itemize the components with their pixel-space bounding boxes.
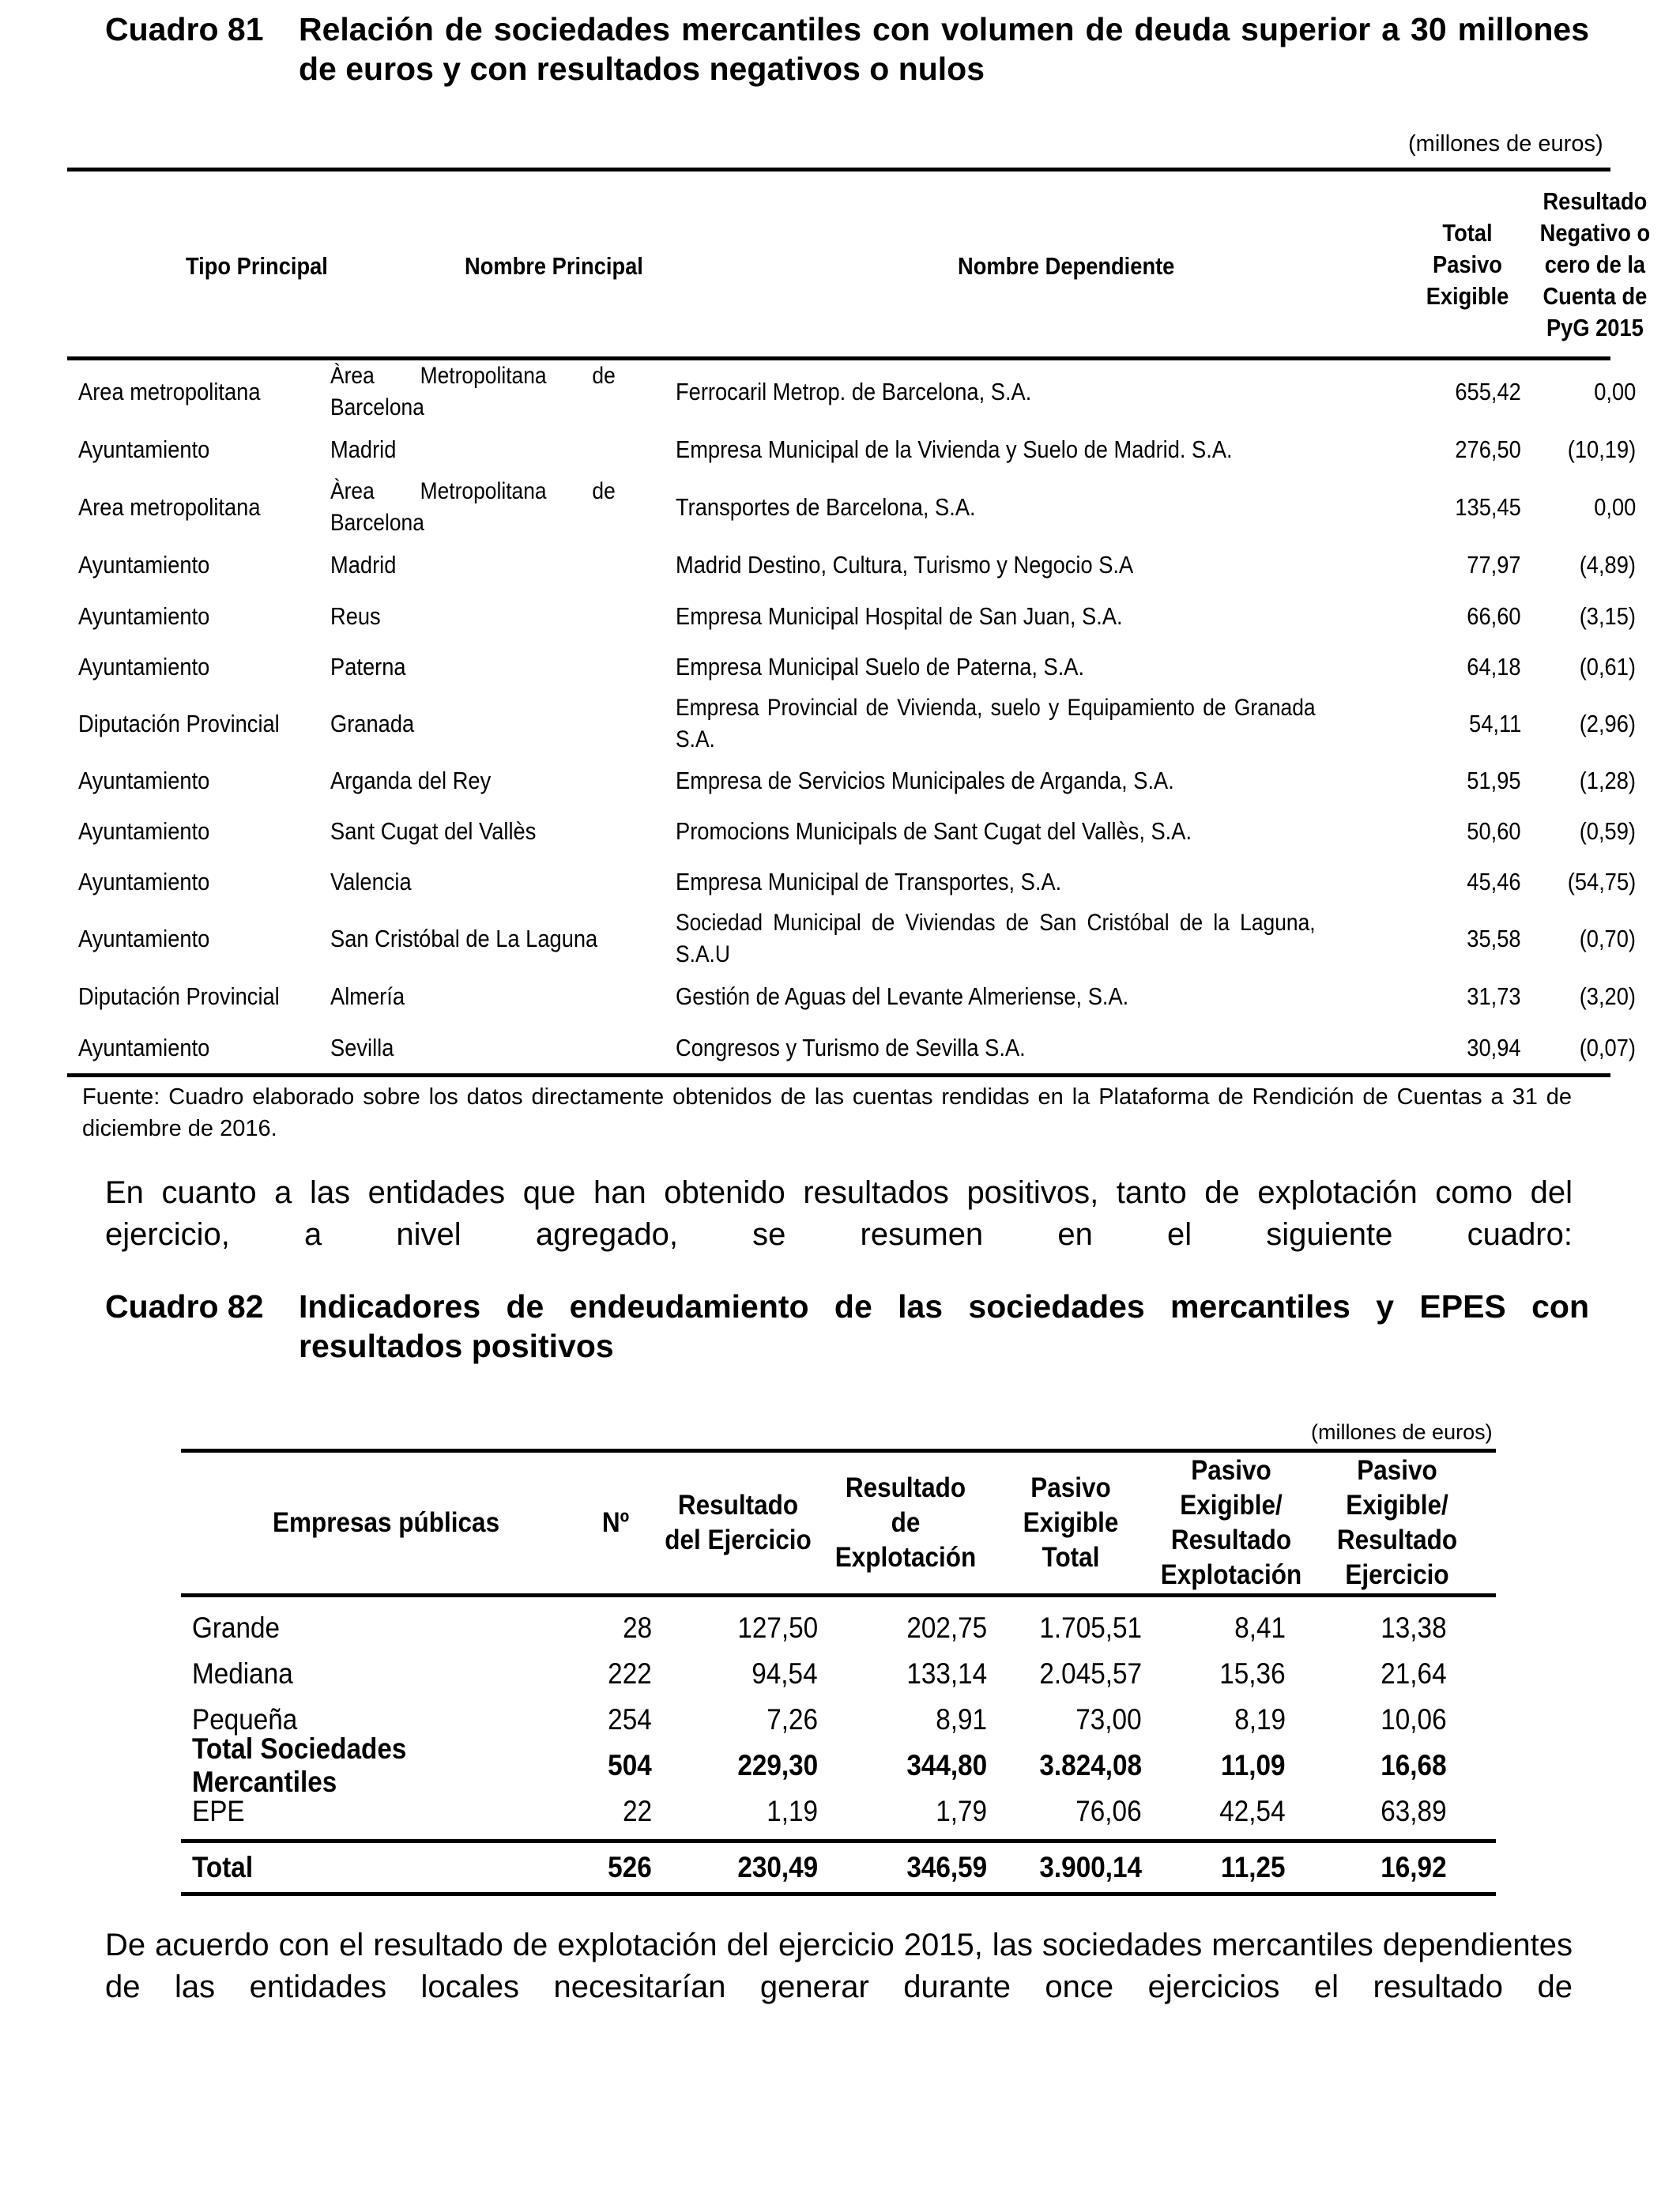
cell-nombre-dependiente: Promocions Municipals de Sant Cugat del Vallès, S.A. [676,817,1192,845]
cell-empresas: Mediana [192,1657,293,1690]
cell-resultado-explotacion: 202,75 [906,1612,987,1644]
header-ratio-explotacion: Pasivo Exigible/ Resultado Explotación [1160,1455,1302,1590]
cell-resultado: (3,15) [1579,602,1636,630]
cell-tipo-principal: Ayuntamiento [78,653,210,680]
cuadro-82-units: (millones de euros) [1311,1420,1493,1444]
table-row [67,360,1636,424]
cuadro-81-number: Cuadro 81 [105,11,264,47]
table-row [67,692,1636,756]
cell-tipo-principal: Ayuntamiento [78,868,210,895]
cell-ratio-explotacion: 8,41 [1234,1612,1286,1644]
header-resultado-negativo: Resultado Negativo o cero de la Cuenta de PyG 2015 [1539,187,1651,341]
table-row [67,642,1636,692]
cell-resultado-ejercicio: 94,54 [751,1657,818,1690]
cell-total-pasivo: 51,95 [1467,767,1521,794]
table-row [67,591,1636,642]
cell-nombre-principal: Madrid [330,435,397,463]
cell-nombre-dependiente: Empresa Municipal de la Vivienda y Suelo de Madrid. S.A. [676,435,1233,463]
cell-total-pasivo: 66,60 [1467,602,1521,630]
cell-n: 254 [608,1703,652,1736]
cell-resultado: (0,07) [1579,1034,1636,1061]
cell-nombre-dependiente: Empresa Provincial de Vivienda, suelo y Equipamiento de Granada S.A. [676,695,1316,752]
cell-tipo-principal: Ayuntamiento [78,767,210,794]
table-row [67,539,1636,591]
cell-empresas: Total Sociedades Mercantiles [192,1732,407,1798]
cell-total-pasivo: 30,94 [1467,1034,1521,1061]
cell-resultado-explotacion: 133,14 [906,1657,987,1690]
cell-total-pasivo: 35,58 [1467,925,1521,952]
cell-nombre-principal: San Cristóbal de La Laguna [330,925,598,952]
cell-total-pasivo: 31,73 [1467,982,1521,1010]
cell-ratio-ejercicio: 21,64 [1381,1657,1447,1690]
cell-resultado-ejercicio: 230,49 [737,1851,818,1883]
cell-ratio-ejercicio: 10,06 [1381,1703,1447,1736]
cell-total-pasivo: 77,97 [1467,551,1521,579]
cell-ratio-ejercicio: 63,89 [1381,1795,1447,1827]
cell-nombre-principal: Madrid [330,551,397,579]
cell-resultado-ejercicio: 1,19 [767,1795,818,1827]
cell-ratio-explotacion: 15,36 [1219,1657,1286,1690]
paragraph-1: En cuanto a las entidades que han obtenido resultados positivos, tanto de explotación como del ejercicio, a nivel agregado, se resumen en el siguiente cuadro: [105,1175,1573,1252]
cell-ratio-explotacion: 42,54 [1219,1795,1286,1827]
cell-resultado: (54,75) [1567,868,1636,895]
cell-n: 526 [608,1851,652,1883]
cell-n: 28 [622,1612,652,1644]
cell-ratio-explotacion: 11,25 [1221,1851,1286,1883]
cell-total-pasivo: 54,11 [1468,710,1521,737]
cell-tipo-principal: Diputación Provincial [78,982,280,1010]
header-n: Nº [601,1507,630,1538]
cell-nombre-dependiente: Ferrocaril Metrop. de Barcelona, S.A. [676,378,1032,405]
cell-resultado: (4,89) [1579,551,1636,579]
cell-total-pasivo: 276,50 [1455,435,1521,463]
cell-tipo-principal: Ayuntamiento [78,435,210,463]
cell-ratio-ejercicio: 13,38 [1381,1612,1447,1644]
table-row [67,756,1636,806]
cuadro-81-title: Relación de sociedades mercantiles con volumen de deuda superior a 30 millones de euros y con resultados negativos o nulos [299,11,1589,87]
header-ratio-ejercicio: Pasivo Exigible/ Resultado Ejercicio [1336,1455,1458,1590]
paragraph-2: De acuerdo con el resultado de explotación del ejercicio 2015, las sociedades mercantiles dependientes de las entidades locales necesitarían generar durante once ejercicios el resultado de [105,1928,1573,2004]
header-pasivo-exigible-total: Pasivo Exigible Total [1023,1472,1119,1573]
table-row [181,1651,1496,1697]
cell-nombre-principal: Valencia [330,868,412,895]
cell-resultado-explotacion: 344,80 [906,1749,987,1781]
cell-nombre-dependiente: Transportes de Barcelona, S.A. [676,493,976,521]
cell-nombre-principal: Paterna [330,653,406,680]
cell-resultado-ejercicio: 7,26 [767,1703,818,1736]
header-nombre-principal: Nombre Principal [465,252,643,280]
cell-resultado-explotacion: 8,91 [936,1703,987,1736]
cell-resultado: (3,20) [1579,982,1636,1010]
cell-n: 222 [608,1657,652,1690]
cell-nombre-principal: Arganda del Rey [330,767,492,794]
cuadro-82-title: Indicadores de endeudamiento de las sociedades mercantiles y EPES con resultados positivos [299,1288,1589,1364]
cell-resultado-ejercicio: 127,50 [737,1612,818,1644]
table-row [181,1839,1496,1896]
cell-nombre-principal: Àrea Metropolitana de Barcelona [330,478,616,536]
cell-nombre-dependiente: Congresos y Turismo de Sevilla S.A. [676,1034,1026,1061]
table-row [67,806,1636,857]
cell-resultado-ejercicio: 229,30 [737,1749,818,1781]
cell-empresas: Pequeña [192,1703,298,1736]
cell-resultado-explotacion: 1,79 [936,1795,987,1827]
cell-tipo-principal: Area metropolitana [78,493,261,521]
cuadro-81-source: Fuente: Cuadro elaborado sobre los datos directamente obtenidos de las cuentas rendidas en la Plataforma de Rendición de Cuentas a 31 de diciembre de 2016. [82,1084,1572,1141]
cell-ratio-explotacion: 11,09 [1221,1749,1286,1781]
cell-tipo-principal: Ayuntamiento [78,817,210,845]
cell-ratio-explotacion: 8,19 [1234,1703,1286,1736]
cuadro-81-bottom-rule [67,1073,1610,1077]
table-row [67,971,1636,1023]
cell-n: 504 [608,1749,652,1781]
table-row [181,1789,1496,1834]
table-row [67,1023,1636,1073]
cell-ratio-ejercicio: 16,68 [1381,1749,1447,1781]
table-row [67,857,1636,907]
table-row [67,907,1636,971]
cell-resultado: (0,70) [1579,925,1636,952]
cell-resultado: 0,00 [1593,378,1636,405]
cell-ratio-ejercicio: 16,92 [1381,1851,1447,1883]
cell-empresas: Total [192,1851,254,1883]
cell-total-pasivo: 50,60 [1467,817,1521,845]
cell-tipo-principal: Ayuntamiento [78,551,210,579]
cell-nombre-principal: Granada [330,710,415,737]
cuadro-81-header [67,168,1651,360]
cell-resultado: 0,00 [1593,493,1636,521]
cell-nombre-dependiente: Madrid Destino, Cultura, Turismo y Negocio S.A [676,551,1134,579]
cell-nombre-principal: Sant Cugat del Vallès [330,817,537,845]
table-row [181,1732,1496,1798]
header-empresas-publicas: Empresas públicas [273,1507,500,1538]
cell-pasivo-total: 76,06 [1075,1795,1142,1827]
table-row [67,476,1636,539]
table-row [67,424,1636,476]
cell-nombre-principal: Almería [330,982,405,1010]
cell-nombre-dependiente: Gestión de Aguas del Levante Almeriense, S.A. [676,982,1129,1010]
cell-resultado: (2,96) [1579,710,1636,737]
cell-nombre-principal: Sevilla [330,1034,394,1061]
cuadro-82-number: Cuadro 82 [105,1288,264,1325]
cell-total-pasivo: 135,45 [1455,493,1521,521]
cell-nombre-dependiente: Empresa Municipal Suelo de Paterna, S.A. [676,653,1085,680]
cell-pasivo-total: 73,00 [1075,1703,1142,1736]
cuadro-82-table [181,1449,1496,1896]
cuadro-81-units: (millones de euros) [1408,131,1603,156]
cell-pasivo-total: 3.900,14 [1039,1851,1142,1883]
header-resultado-explotacion: Resultado de Explotación [834,1472,977,1573]
cuadro-82-caption [105,1287,1589,1366]
cell-tipo-principal: Diputación Provincial [78,710,280,737]
cell-nombre-dependiente: Empresa Municipal de Transportes, S.A. [676,868,1062,895]
cell-pasivo-total: 2.045,57 [1039,1657,1142,1690]
cell-tipo-principal: Ayuntamiento [78,1034,210,1061]
cell-tipo-principal: Area metropolitana [78,378,261,405]
cell-empresas: Grande [192,1612,281,1644]
cell-resultado: (0,61) [1579,653,1636,680]
cell-n: 22 [622,1795,652,1827]
cell-total-pasivo: 655,42 [1455,378,1521,405]
cuadro-81-caption [105,9,1589,89]
table-row [181,1605,1496,1651]
cell-pasivo-total: 3.824,08 [1039,1749,1142,1781]
header-nombre-dependiente: Nombre Dependiente [958,252,1175,280]
cell-nombre-dependiente: Empresa de Servicios Municipales de Arganda, S.A. [676,767,1174,794]
cuadro-81-body [67,360,1636,1073]
header-resultado-ejercicio: Resultado del Ejercicio [665,1490,812,1555]
cell-resultado: (10,19) [1567,435,1636,463]
cell-total-pasivo: 45,46 [1467,868,1521,895]
cell-empresas: EPE [192,1795,245,1827]
cuadro-82-body [181,1605,1496,1896]
cell-nombre-dependiente: Sociedad Municipal de Viviendas de San Cristóbal de la Laguna, S.A.U [676,910,1316,967]
cell-resultado-explotacion: 346,59 [906,1851,987,1883]
header-total-pasivo-exigible: Total Pasivo Exigible [1426,219,1509,310]
cell-pasivo-total: 1.705,51 [1039,1612,1142,1644]
cell-resultado: (1,28) [1579,767,1636,794]
cell-nombre-principal: Àrea Metropolitana de Barcelona [330,363,616,420]
cell-resultado: (0,59) [1579,817,1636,845]
cuadro-82-header [181,1449,1496,1597]
cell-nombre-dependiente: Empresa Municipal Hospital de San Juan, S.A. [676,602,1123,630]
cell-total-pasivo: 64,18 [1467,653,1521,680]
cuadro-81-table [67,168,1651,1077]
header-tipo-principal: Tipo Principal [186,252,328,280]
cell-nombre-principal: Reus [330,602,381,630]
cell-tipo-principal: Ayuntamiento [78,925,210,952]
cell-tipo-principal: Ayuntamiento [78,602,210,630]
